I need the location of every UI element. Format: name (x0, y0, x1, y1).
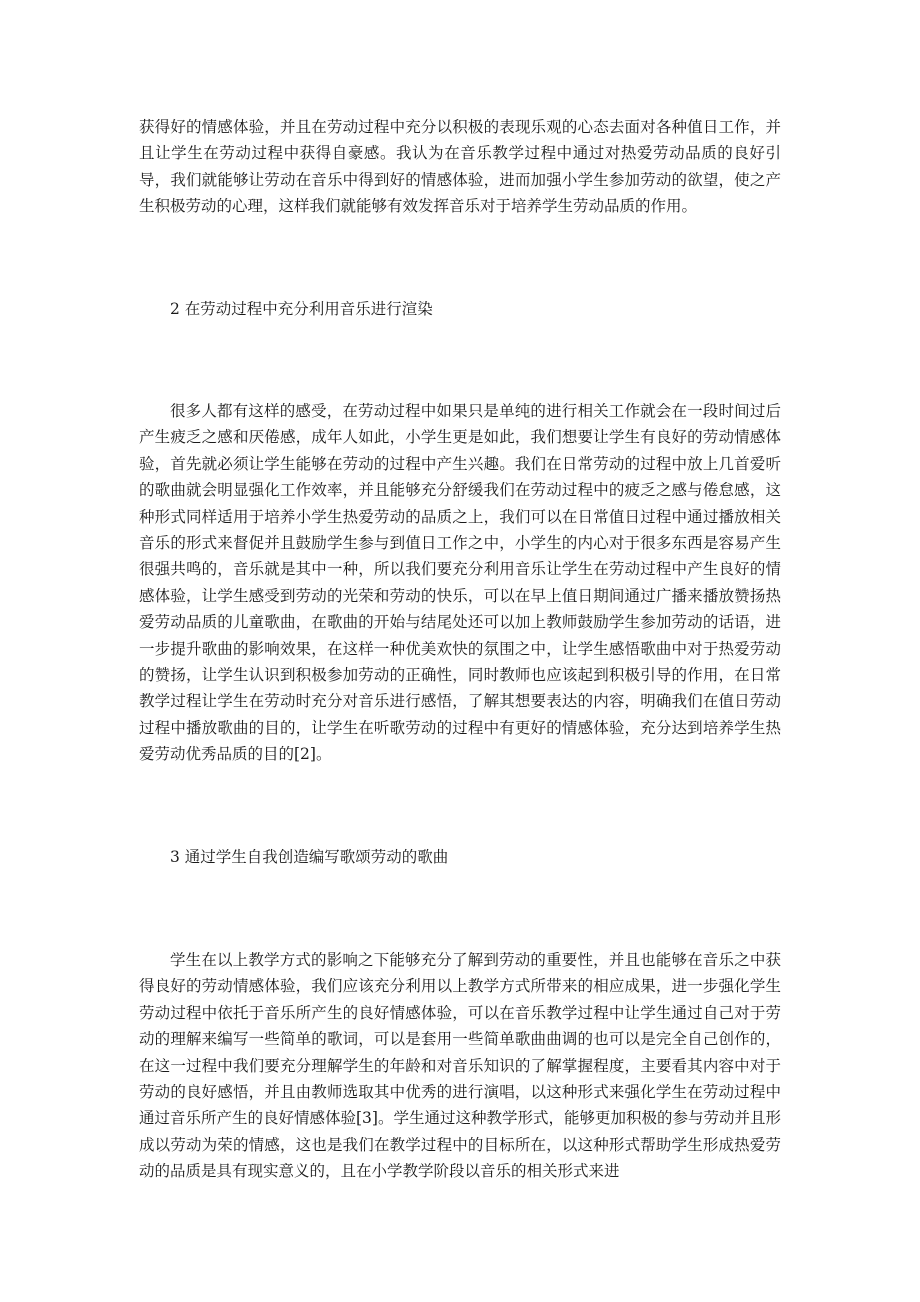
paragraph-section-3: 学生在以上教学方式的影响之下能够充分了解到劳动的重要性，并且也能够在音乐之中获得良好的劳动情感体验，我们应该充分利用以上教学方式所带来的相应成果，进一步强化学生劳动过程中依托于音乐所产生的良好情感体验，可以在音乐教学过程中让学生通过自己对于劳动的理解来编写一些简单的歌词，可以是套用一些简单歌曲曲调的也可以是完全自己创作的，在这一过程中我们要充分理解学生的年龄和对音乐知识的了解掌握程度，主要看其内容中对于劳动的良好感悟，并且由教师选取其中优秀的进行演唱，以这种形式来强化学生在劳动过程中通过音乐所产生的良好情感体验[3]。学生通过这种教学形式，能够更加积极的参与劳动并且形成以劳动为荣的情感，这也是我们在教学过程中的目标所在，以这种形式帮助学生形成热爱劳动的品质是具有现实意义的，且在小学教学阶段以音乐的相关形式来进 (139, 951, 781, 1181)
paragraph-continuation: 获得好的情感体验，并且在劳动过程中充分以积极的表现乐观的心态去面对各种值日工作，并且让学生在劳动过程中获得自豪感。我认为在音乐教学过程中通过对热爱劳动品质的良好引导，我们就能够让劳动在音乐中得到好的情感体验，进而加强小学生参加劳动的欲望，使之产生积极劳动的心理，这样我们就能够有效发挥音乐对于培养学生劳动品质的作用。 (139, 118, 781, 216)
paragraph-section-2: 很多人都有这样的感受，在劳动过程中如果只是单纯的进行相关工作就会在一段时间过后产生疲乏之感和厌倦感，成年人如此，小学生更是如此，我们想要让学生有良好的劳动情感体验，首先就必须让学生能够在劳动的过程中产生兴趣。我们在日常劳动的过程中放上几首爱听的歌曲就会明显强化工作效率，并且能够充分舒缓我们在劳动过程中的疲乏之感与倦怠感，这种形式同样适用于培养小学生热爱劳动的品质之上，我们可以在日常值日过程中通过播放相关音乐的形式来督促并且鼓励学生参与到值日工作之中，小学生的内心对于很多东西是容易产生很强共鸣的，音乐就是其中一种，所以我们要充分利用音乐让学生在劳动过程中产生良好的情感体验，让学生感受到劳动的光荣和劳动的快乐，可以在早上值日期间通过广播来播放赞扬热爱劳动品质的儿童歌曲，在歌曲的开始与结尾处还可以加上教师鼓励学生参加劳动的话语，进一步提升歌曲的影响效果，在这样一种优美欢快的氛围之中，让学生感悟歌曲中对于热爱劳动的赞扬，让学生认识到积极参加劳动的正确性，同时教师也应该起到积极引导的作用，在日常教学过程让学生在劳动时充分对音乐进行感悟，了解其想要表达的内容，明确我们在值日劳动过程中播放歌曲的目的，让学生在听歌劳动的过程中有更好的情感体验，充分达到培养学生热爱劳动优秀品质的目的[2]。 (139, 402, 781, 764)
section-heading-3: 3 通过学生自我创造编写歌颂劳动的歌曲 (170, 848, 449, 866)
section-heading-2: 2 在劳动过程中充分利用音乐进行渲染 (170, 300, 433, 318)
